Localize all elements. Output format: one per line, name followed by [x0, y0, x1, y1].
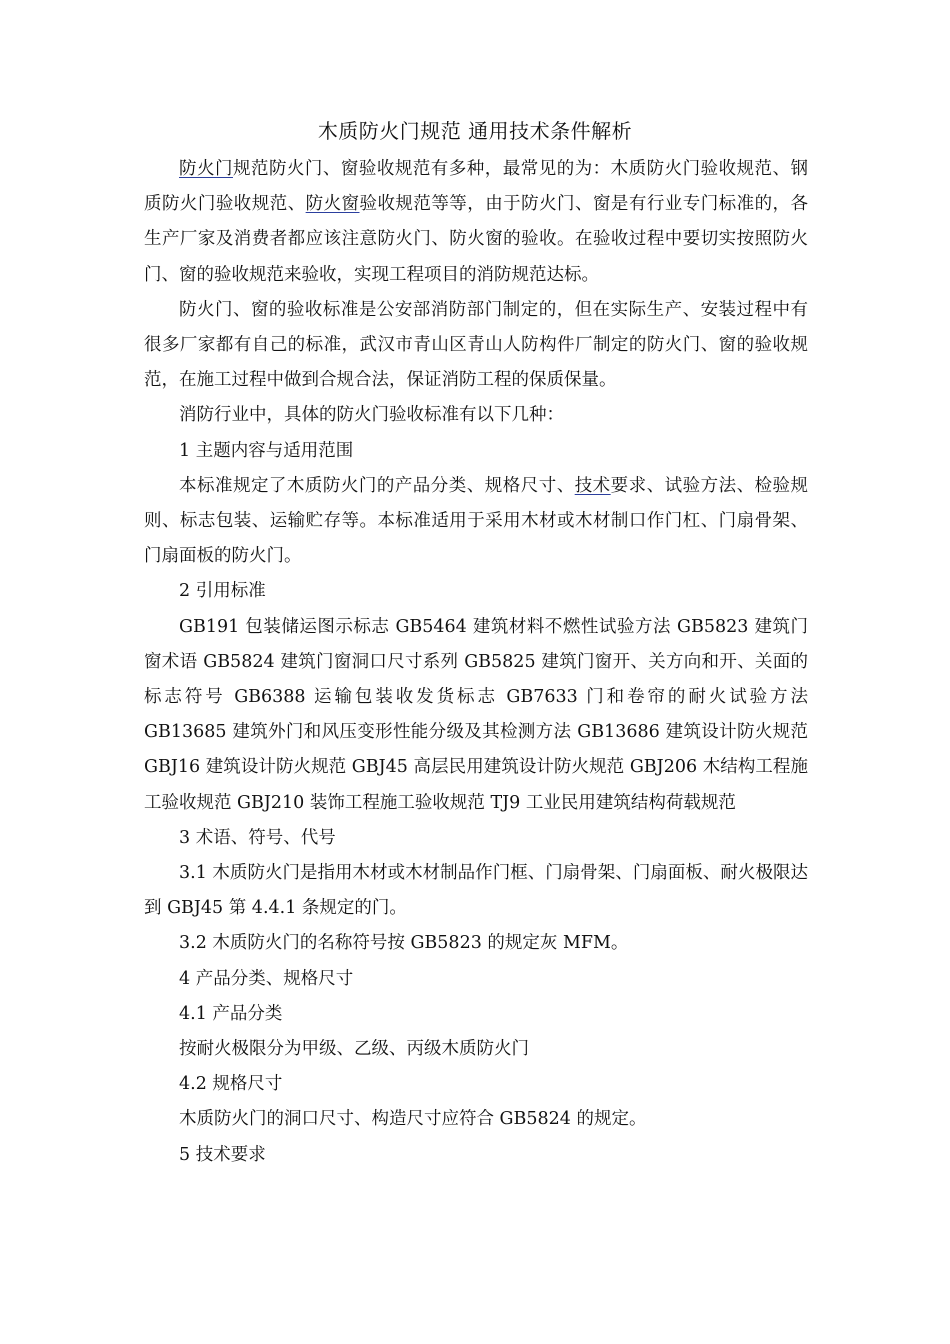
section-heading-1: 1 主题内容与适用范围 — [179, 440, 354, 461]
section-heading-2: 2 引用标准 — [179, 581, 266, 602]
subsection-heading-4-1: 4.1 产品分类 — [179, 1003, 283, 1024]
section-heading-3: 3 术语、符号、代号 — [179, 827, 336, 848]
paragraph-dimensions: 木质防火门的洞口尺寸、构造尺寸应符合 GB5824 的规定。 — [179, 1109, 647, 1130]
subsection-heading-4-2: 4.2 规格尺寸 — [179, 1074, 283, 1095]
paragraph-text: 要求、试验方法、检验规则、标志包装、运输贮存等。本标准适用于采用木材或木材制口作门杠、门扇骨架、门扇面板的防火门。 — [144, 475, 809, 567]
section-heading-5: 5 技术要求 — [179, 1144, 266, 1165]
technology-link[interactable]: 技术 — [574, 475, 611, 496]
fire-door-link[interactable]: 防火门 — [179, 159, 233, 179]
paragraph-definition-3-1: 3.1 木质防火门是指用木材或木材制品作门框、门扇骨架、门扇面板、耐火极限达到 GBJ45 第 4.4.1 条规定的门。 — [144, 863, 808, 919]
paragraph-standards-origin: 防火门、窗的验收标准是公安部消防部门制定的，但在实际生产、安装过程中有很多厂家都有自己的标准，武汉市青山区青山人防构件厂制定的防火门、窗的验收规范，在施工过程中做到合规合法，保证消防工程的保质保量。 — [144, 299, 808, 391]
document-body — [144, 152, 808, 1173]
paragraph-classification: 按耐火极限分为甲级、乙级、丙级木质防火门 — [179, 1039, 529, 1060]
paragraph-scope — [144, 469, 808, 575]
paragraph-intro — [144, 152, 808, 293]
paragraph-text: 规范防火门、窗验收规范有多种，最常见的为：木质防火门验收规范、钢质防火门验收规范、 — [144, 159, 809, 215]
paragraph-definition-3-2: 3.2 木质防火门的名称符号按 GB5823 的规定灰 MFM。 — [179, 933, 629, 954]
fire-window-link[interactable]: 防火窗 — [305, 194, 360, 215]
section-heading-4: 4 产品分类、规格尺寸 — [179, 968, 354, 989]
paragraph-text: 本标准规定了木质防火门的产品分类、规格尺寸、 — [179, 475, 575, 496]
paragraph-standard-types: 消防行业中，具体的防火门验收标准有以下几种： — [179, 405, 564, 426]
paragraph-referenced-standards: GB191 包装储运图示标志 GB5464 建筑材料不燃性试验方法 GB5823 建筑门窗术语 GB5824 建筑门窗洞口尺寸系列 GB5825 建筑门窗开、关方向和开、关面的标志符号 GB6388 运输包装收发货标志 GB7633 门和卷帘的耐火试验方法 GB13685 建筑外门和风压变形性能分级及其检测方法 GB13686 建筑设计防火规范 GBJ16 建筑设计防火规范 GBJ45 高层民用建筑设计防火规范 GBJ206 木结构工程施工验收规范 GBJ210 装饰工程施工验收规范 TJ9 工业民用建筑结构荷载规范 — [144, 616, 808, 813]
paragraph-text: 验收规范等等，由于防火门、窗是有行业专门标准的，各生产厂家及消费者都应该注意防火门、防火窗的验收。在验收过程中要切实按照防火门、窗的验收规范来验收，实现工程项目的消防规范达标。 — [144, 194, 808, 285]
document-title: 木质防火门规范 通用技术条件解析 — [317, 119, 633, 143]
